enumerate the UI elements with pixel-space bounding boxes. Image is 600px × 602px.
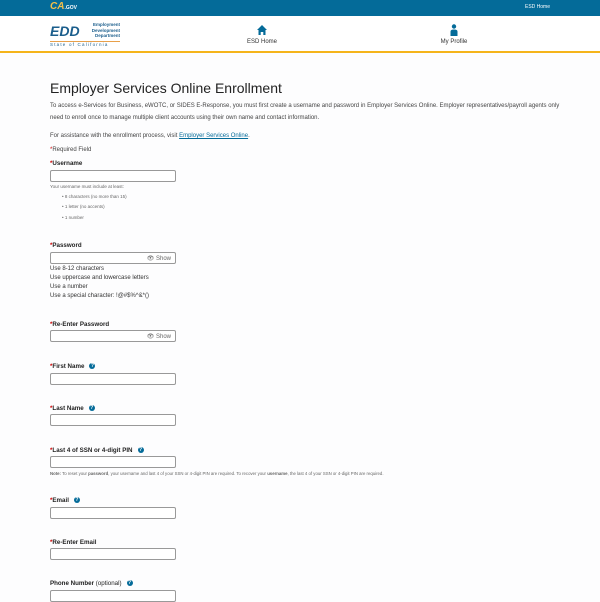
user-icon <box>448 24 460 36</box>
last-name-input[interactable] <box>50 414 176 426</box>
ssn-label <box>50 447 144 454</box>
note-text: To reset your <box>60 471 89 476</box>
edd-logo-state: State of California <box>50 41 120 47</box>
optional-text: (optional) <box>95 580 122 587</box>
reenter-email-label <box>50 539 96 546</box>
required-asterisk: * <box>50 497 53 504</box>
last-name-label <box>50 405 95 412</box>
username-hint: • 8 characters (no more than 15) <box>62 194 127 199</box>
email-input[interactable] <box>50 507 176 519</box>
ca-gov-logo[interactable] <box>50 1 77 12</box>
required-asterisk: * <box>50 321 53 328</box>
edd-logo[interactable] <box>50 21 120 47</box>
site-header <box>0 16 600 53</box>
note-bold: password <box>88 471 109 476</box>
label-text: Last Name <box>52 405 84 412</box>
password-rule: Use a number <box>50 284 88 290</box>
required-asterisk: * <box>50 147 53 153</box>
label-text: First Name <box>52 363 85 370</box>
required-asterisk: * <box>50 160 53 167</box>
email-label <box>50 497 80 504</box>
help-icon[interactable]: ? <box>90 405 94 412</box>
note-text: , your username and last 4 of your SSN or 4-digit PIN are required. To recover your <box>108 471 268 476</box>
help-icon[interactable]: ? <box>128 580 132 587</box>
edd-logo-line: Development <box>91 27 120 33</box>
hint-text: 1 number <box>64 215 84 220</box>
password-rule: Use 8-12 characters <box>50 266 105 272</box>
username-label <box>50 160 82 167</box>
edd-logo-abbr: EDD <box>50 23 80 39</box>
label-text: Password <box>52 242 82 249</box>
label-text: Re-Enter Password <box>52 321 110 328</box>
assistance-prefix: For assistance with the enrollment process, visit <box>50 133 180 139</box>
password-label <box>50 242 82 249</box>
eye-icon: 👁 <box>146 334 155 340</box>
edd-logo-line: Employment <box>92 22 120 27</box>
ssn-note <box>50 471 384 476</box>
reenter-password-input[interactable] <box>50 330 176 342</box>
reenter-password-label <box>50 321 109 328</box>
ssn-input[interactable] <box>50 456 176 468</box>
intro-text: To access e-Services for Business, eWOTC, or SIDES E-Response, you must first create a username and password in Employer Services Online. Employer representatives/payroll agents only need to enroll once to manage multiple client accounts using their own name and contact information. <box>50 103 560 121</box>
required-asterisk: * <box>50 363 53 370</box>
username-hint: • 1 number <box>62 215 84 220</box>
nav-my-profile[interactable] <box>437 24 471 45</box>
username-hint-title: Your username must include at least: <box>50 184 124 189</box>
reenter-email-input[interactable] <box>50 548 176 560</box>
first-name-label <box>50 363 95 370</box>
ca-gov-logo-sub: .GOV <box>64 5 77 11</box>
help-icon[interactable]: ? <box>75 497 79 504</box>
nav-esd-home[interactable] <box>245 24 279 45</box>
username-hint: • 1 letter (no accents) <box>62 204 105 209</box>
phone-input[interactable] <box>50 590 176 602</box>
top-bar <box>0 0 600 16</box>
assistance-text <box>50 130 560 142</box>
required-field-note <box>50 144 560 156</box>
hint-text: 8 characters (no more than 15) <box>64 194 127 199</box>
employer-services-online-link[interactable]: Employer Services Online <box>179 133 249 139</box>
hint-text: 1 letter (no accents) <box>64 204 105 209</box>
label-text: Username <box>52 160 83 167</box>
username-input[interactable] <box>50 170 176 182</box>
label-text: Re-Enter Email <box>52 539 97 546</box>
show-password-toggle[interactable] <box>147 333 171 340</box>
label-text: Phone Number <box>50 580 95 587</box>
top-esd-home-link[interactable]: ESD Home <box>524 4 550 10</box>
help-icon[interactable]: ? <box>90 363 94 370</box>
show-password-toggle[interactable] <box>147 255 171 262</box>
required-asterisk: * <box>50 405 53 412</box>
first-name-input[interactable] <box>50 373 176 385</box>
home-icon <box>256 24 268 36</box>
nav-label: ESD Home <box>246 39 277 45</box>
label-text: Last 4 of SSN or 4-digit PIN <box>52 447 133 454</box>
show-label: Show <box>155 334 171 340</box>
nav-label: My Profile <box>440 39 468 45</box>
page-title: Employer Services Online Enrollment <box>50 80 282 96</box>
label-text: Email <box>52 497 69 504</box>
password-input[interactable] <box>50 252 176 264</box>
note-bold: Note: <box>50 471 61 476</box>
help-icon[interactable]: ? <box>139 447 143 454</box>
phone-label <box>50 580 133 587</box>
assistance-suffix: . <box>248 133 250 139</box>
password-rule: Use uppercase and lowercase letters <box>50 275 149 281</box>
required-asterisk: * <box>50 447 53 454</box>
note-bold: username <box>267 471 288 476</box>
required-asterisk: * <box>50 242 53 249</box>
note-text: , the last 4 of your SSN or 4-digit PIN are required. <box>287 471 384 476</box>
ca-gov-logo-text: CA <box>50 1 65 12</box>
edd-logo-name <box>84 22 120 39</box>
password-rule: Use a special character: !@#$%^&*() <box>50 293 149 299</box>
required-note-text: Required Field <box>52 147 92 153</box>
edd-logo-line: Department <box>94 33 120 38</box>
show-label: Show <box>155 256 171 262</box>
required-asterisk: * <box>50 539 53 546</box>
eye-icon: 👁 <box>146 256 155 262</box>
